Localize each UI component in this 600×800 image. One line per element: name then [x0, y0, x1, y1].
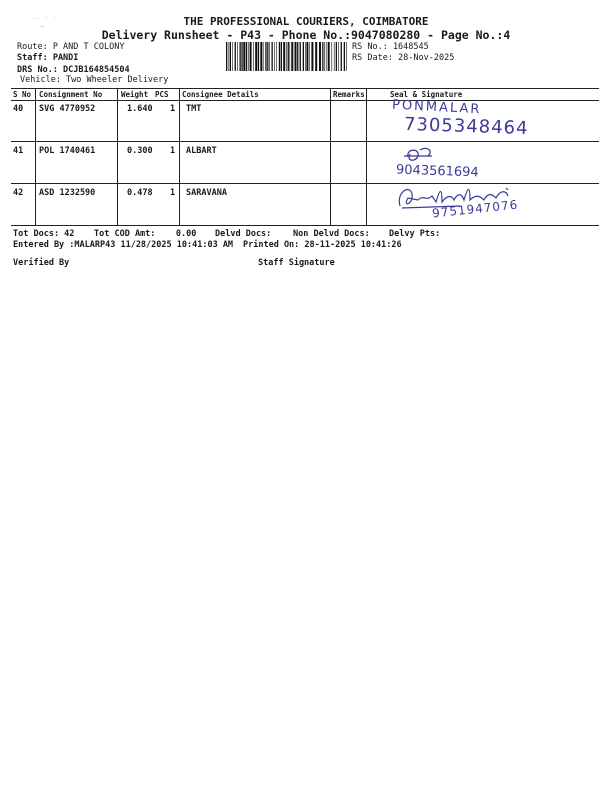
col-header-remarks: Remarks: [333, 90, 365, 99]
col-header-sno: S No: [13, 90, 32, 99]
cell-pcs: 1: [170, 188, 176, 198]
rs-number: RS No.: 1648545: [352, 42, 429, 52]
entered-by: Entered By :MALARP43 11/28/2025 10:41:03 AM: [13, 240, 234, 250]
runsheet-subtitle: Delivery Runsheet - P43 - Phone No.:9047080280 - Page No.:4: [101, 28, 511, 42]
row-divider: [11, 141, 599, 142]
cell-consignment: ASD 1232590: [39, 188, 96, 198]
route-label: Route: P AND T COLONY: [17, 42, 125, 52]
table-header-border: [11, 100, 599, 101]
non-delivered-docs: Non Delvd Docs:: [293, 229, 370, 239]
faint-marks: ·- ⁻ ⁻ ~: [32, 15, 58, 31]
column-divider: [179, 88, 180, 225]
cell-weight: 0.300: [127, 146, 153, 156]
handwritten-phone: 9751947076: [431, 197, 519, 221]
column-divider: [35, 88, 36, 225]
verified-by: Verified By: [13, 258, 70, 268]
handwritten-phone: 7305348464: [403, 113, 529, 140]
cell-consignee: SARAVANA: [186, 188, 227, 198]
col-header-consignment: Consignment No: [39, 90, 103, 99]
col-header-signature: Seal & Signature: [390, 90, 463, 99]
cell-consignment: POL 1740461: [39, 146, 96, 156]
cell-pcs: 1: [170, 104, 176, 114]
cell-sno: 42: [13, 188, 24, 198]
staff-label: Staff: PANDI: [17, 53, 79, 63]
cell-sno: 40: [13, 104, 24, 114]
barcode: [226, 42, 348, 71]
total-cod-amount: Tot COD Amt: 0.00: [94, 229, 197, 239]
delivered-docs: Delvd Docs:: [215, 229, 272, 239]
cell-sno: 41: [13, 146, 24, 156]
total-docs: Tot Docs: 42: [13, 229, 75, 239]
vehicle-label: Vehicle: Two Wheeler Delivery: [20, 75, 169, 85]
col-header-weight: Weight: [121, 90, 149, 99]
company-title: THE PROFESSIONAL COURIERS, COIMBATORE: [183, 15, 429, 28]
col-header-consignee: Consignee Details: [182, 90, 259, 99]
printed-on: Printed On: 28-11-2025 10:41:26: [243, 240, 402, 250]
column-divider: [117, 88, 118, 225]
staff-signature: Staff Signature: [258, 258, 335, 268]
cell-consignee: TMT: [186, 104, 202, 114]
column-divider: [330, 88, 331, 225]
drs-number: DRS No.: DCJB164854504: [17, 65, 130, 75]
delivery-points: Delvy Pts:: [389, 229, 441, 239]
cell-consignee: ALBART: [186, 146, 217, 156]
handwritten-name: PONMALAR: [391, 97, 482, 118]
table-bottom-border: [11, 225, 599, 226]
cell-weight: 0.478: [127, 188, 153, 198]
handwritten-phone: 9043561694: [395, 162, 479, 181]
cell-weight: 1.640: [127, 104, 153, 114]
cell-pcs: 1: [170, 146, 176, 156]
col-header-pcs: PCS: [155, 90, 169, 99]
column-divider: [366, 88, 367, 225]
table-top-border: [11, 88, 599, 89]
rs-date: RS Date: 28-Nov-2025: [352, 53, 455, 63]
cell-consignment: SVG 4770952: [39, 104, 96, 114]
